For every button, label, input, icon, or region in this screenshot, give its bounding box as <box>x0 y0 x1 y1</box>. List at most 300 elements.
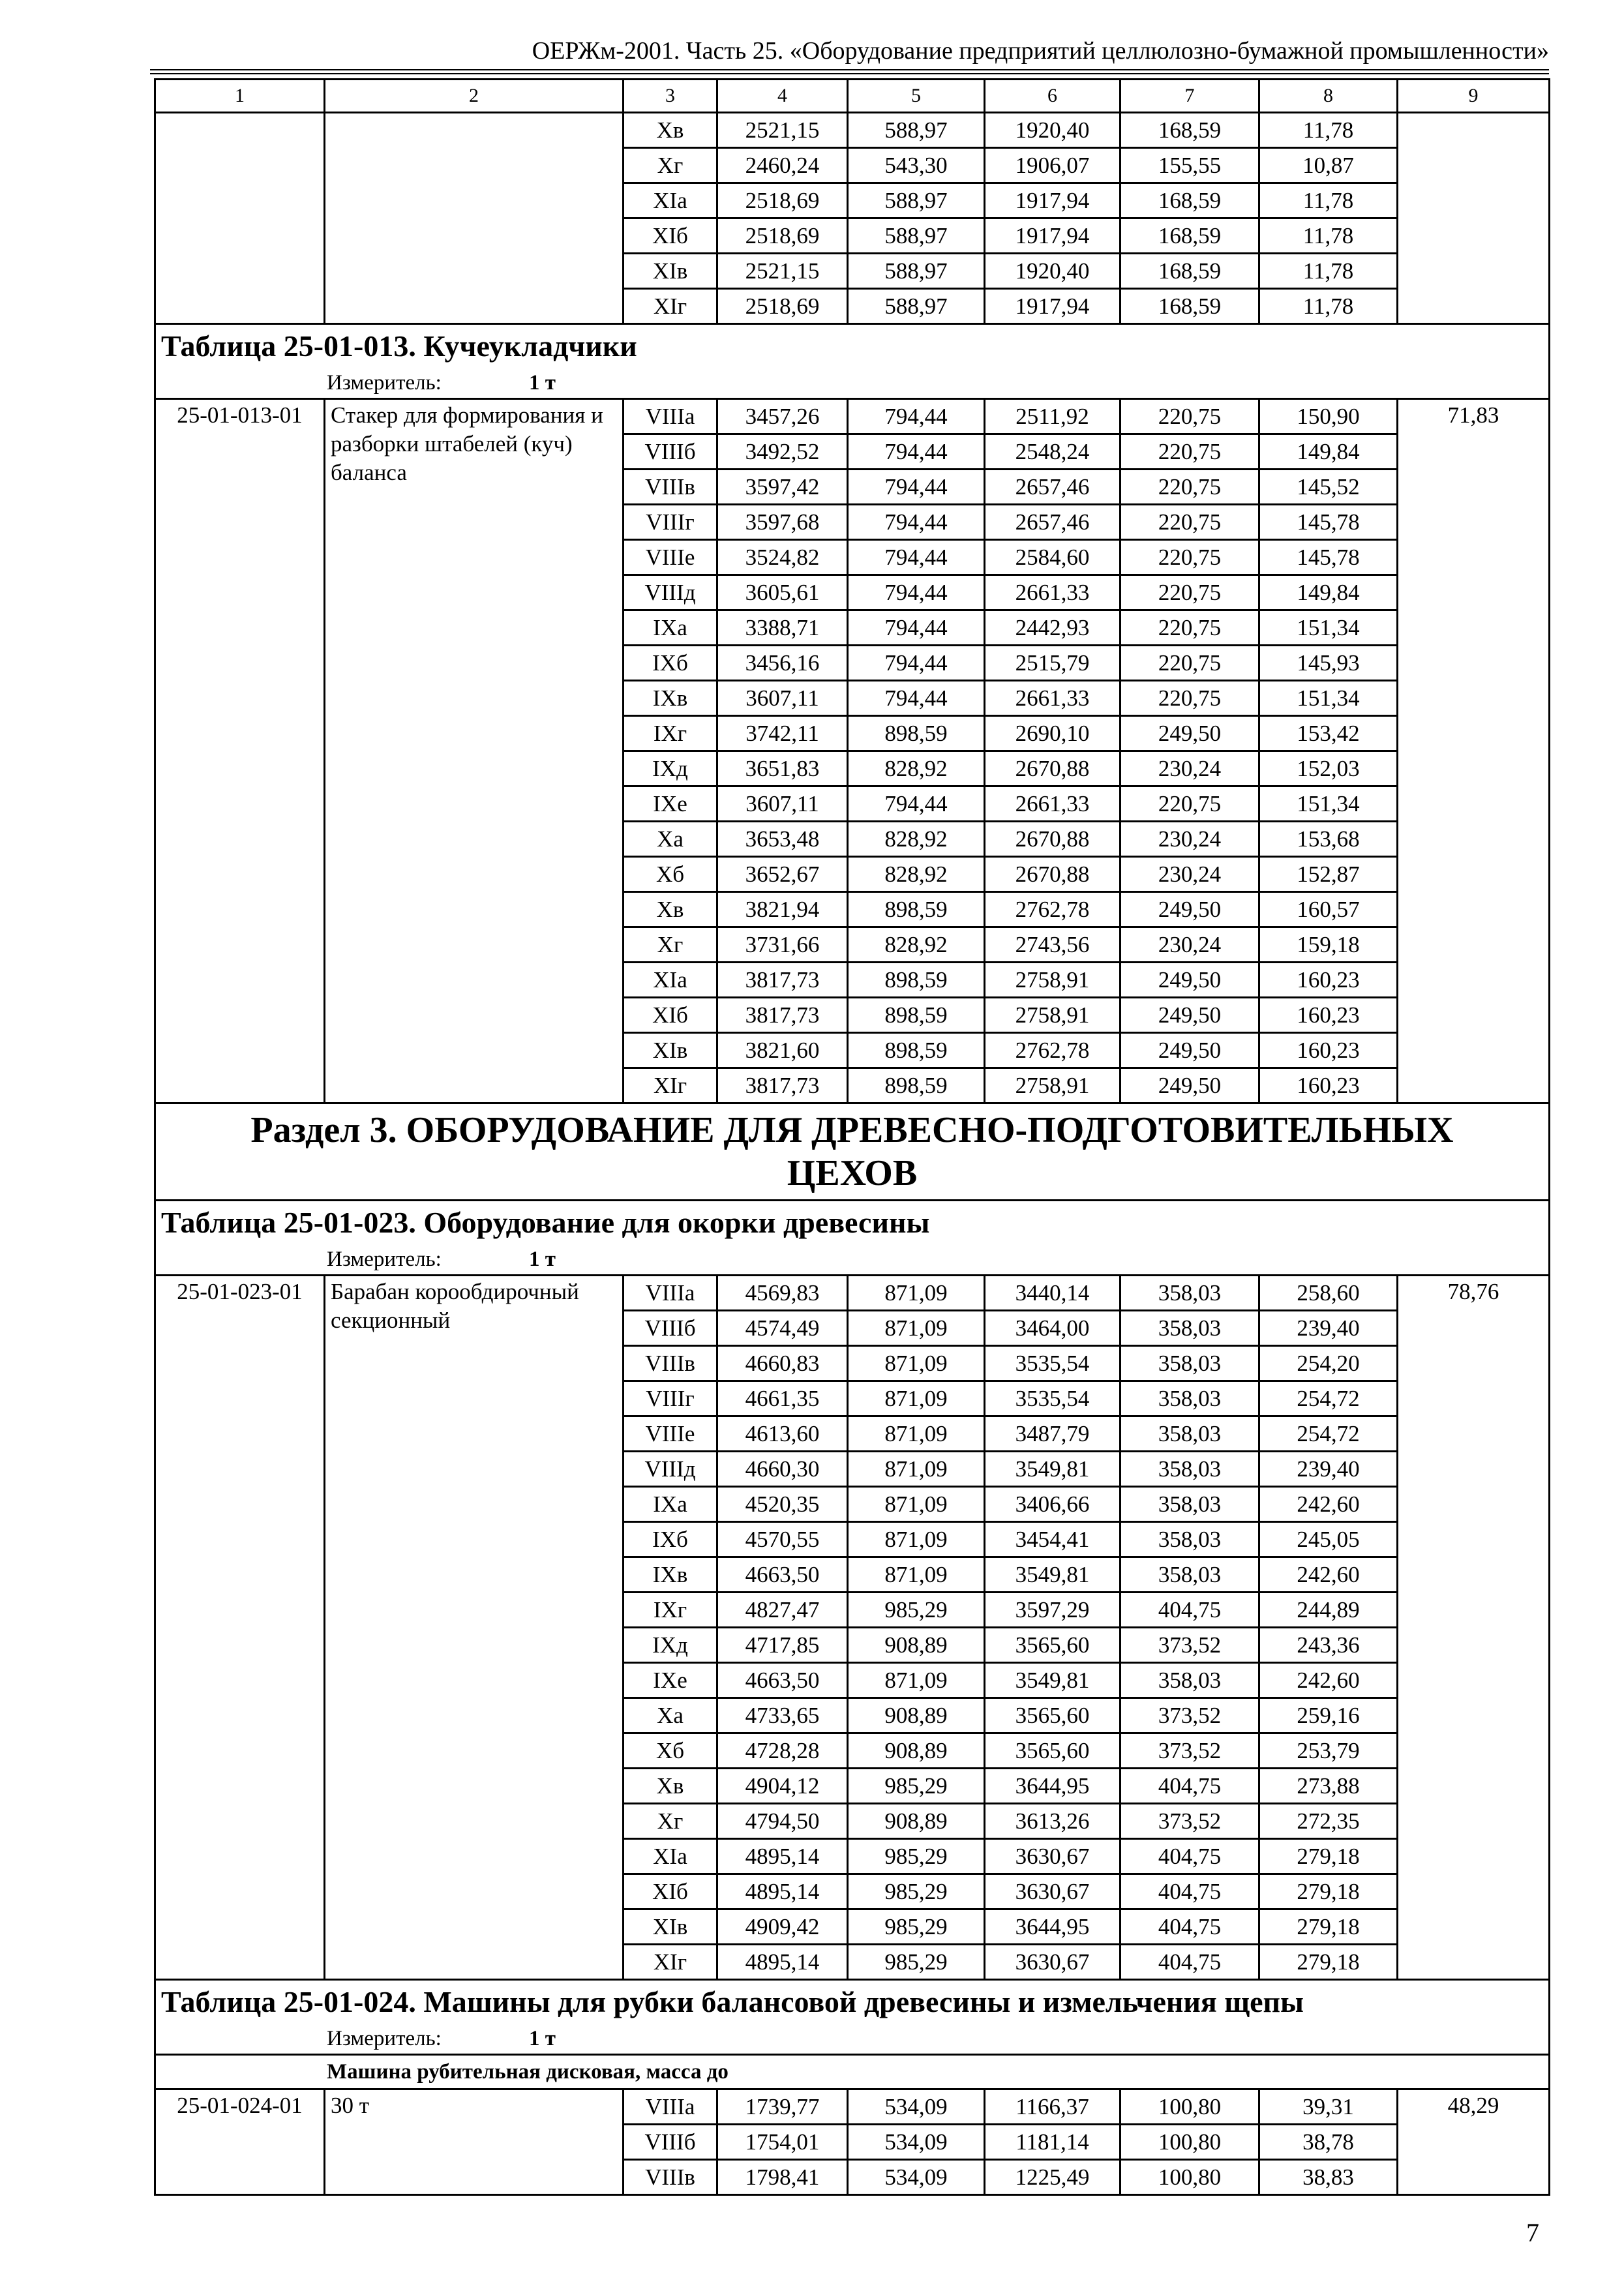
driver-wages-cell: 358,03 <box>1120 1663 1259 1698</box>
region-cell: Хв <box>624 1769 717 1804</box>
machine-cost-cell: 3565,60 <box>985 1628 1120 1663</box>
machine-cost-cell: 1906,07 <box>985 148 1120 183</box>
wages-cell: 871,09 <box>848 1452 985 1487</box>
materials-cell: 279,18 <box>1259 1945 1398 1980</box>
materials-cell: 254,72 <box>1259 1416 1398 1452</box>
driver-wages-cell: 373,52 <box>1120 1733 1259 1769</box>
total-cost-cell: 3607,11 <box>717 681 848 716</box>
total-cost-cell: 4574,49 <box>717 1311 848 1346</box>
column-number: 7 <box>1120 80 1259 113</box>
region-cell: VIIIа <box>624 1276 717 1311</box>
wages-cell: 908,89 <box>848 1628 985 1663</box>
name-cell: 30 т <box>325 2089 624 2195</box>
region-cell: ХIа <box>624 183 717 218</box>
materials-cell: 279,18 <box>1259 1909 1398 1945</box>
region-cell: IХв <box>624 1557 717 1593</box>
measure-label: Измеритель: <box>327 371 442 395</box>
region-cell: VIIIб <box>624 2125 717 2160</box>
materials-cell: 273,88 <box>1259 1769 1398 1804</box>
materials-cell: 153,42 <box>1259 716 1398 751</box>
wages-cell: 588,97 <box>848 254 985 289</box>
wages-cell: 588,97 <box>848 113 985 148</box>
total-cost-cell: 3388,71 <box>717 610 848 646</box>
materials-cell: 160,23 <box>1259 963 1398 998</box>
measure-row <box>155 2024 1550 2055</box>
region-cell: IХг <box>624 716 717 751</box>
materials-cell: 279,18 <box>1259 1874 1398 1909</box>
driver-wages-cell: 168,59 <box>1120 218 1259 254</box>
region-cell: ХIв <box>624 254 717 289</box>
wages-cell: 794,44 <box>848 505 985 540</box>
total-cost-cell: 4895,14 <box>717 1945 848 1980</box>
column-number: 6 <box>985 80 1120 113</box>
driver-wages-cell: 249,50 <box>1120 1068 1259 1103</box>
total-cost-cell: 4728,28 <box>717 1733 848 1769</box>
total-cost-cell: 3605,61 <box>717 575 848 610</box>
materials-cell: 254,20 <box>1259 1346 1398 1381</box>
wages-cell: 908,89 <box>848 1804 985 1839</box>
region-cell: Ха <box>624 1698 717 1733</box>
materials-cell: 150,90 <box>1259 399 1398 434</box>
code-cell <box>155 113 325 324</box>
region-cell: Хг <box>624 148 717 183</box>
driver-wages-cell: 220,75 <box>1120 434 1259 470</box>
header-rule <box>150 69 1549 70</box>
measure-cell <box>155 2024 1550 2055</box>
materials-cell: 254,72 <box>1259 1381 1398 1416</box>
region-cell: IХв <box>624 681 717 716</box>
machine-cost-cell: 3565,60 <box>985 1733 1120 1769</box>
region-cell: IХа <box>624 610 717 646</box>
total-cost-cell: 3457,26 <box>717 399 848 434</box>
driver-wages-cell: 230,24 <box>1120 751 1259 786</box>
region-cell: Хб <box>624 1733 717 1769</box>
total-cost-cell: 4570,55 <box>717 1522 848 1557</box>
driver-wages-cell: 404,75 <box>1120 1839 1259 1874</box>
region-cell: Хг <box>624 927 717 963</box>
rates-table <box>154 78 1550 2196</box>
total-cost-cell: 3653,48 <box>717 822 848 857</box>
wages-cell: 794,44 <box>848 575 985 610</box>
driver-wages-cell: 404,75 <box>1120 1909 1259 1945</box>
machine-cost-cell: 3644,95 <box>985 1909 1120 1945</box>
region-cell: ХIв <box>624 1909 717 1945</box>
rates-table-body <box>155 80 1550 2195</box>
materials-cell: 145,78 <box>1259 505 1398 540</box>
wages-cell: 534,09 <box>848 2160 985 2195</box>
driver-wages-cell: 249,50 <box>1120 716 1259 751</box>
table-row <box>155 2089 1550 2125</box>
total-cost-cell: 4660,83 <box>717 1346 848 1381</box>
table-row <box>155 399 1550 434</box>
machine-cost-cell: 1920,40 <box>985 254 1120 289</box>
total-cost-cell: 4661,35 <box>717 1381 848 1416</box>
region-cell: IХа <box>624 1487 717 1522</box>
machine-cost-cell: 2548,24 <box>985 434 1120 470</box>
materials-cell: 160,57 <box>1259 892 1398 927</box>
column-number: 4 <box>717 80 848 113</box>
driver-wages-cell: 220,75 <box>1120 540 1259 575</box>
region-cell: Хв <box>624 113 717 148</box>
driver-wages-cell: 404,75 <box>1120 1769 1259 1804</box>
region-cell: Хв <box>624 892 717 927</box>
driver-wages-cell: 373,52 <box>1120 1804 1259 1839</box>
total-cost-cell: 2518,69 <box>717 183 848 218</box>
driver-wages-cell: 373,52 <box>1120 1628 1259 1663</box>
table-title-row <box>155 1201 1550 1245</box>
driver-wages-cell: 168,59 <box>1120 183 1259 218</box>
materials-cell: 253,79 <box>1259 1733 1398 1769</box>
materials-cell: 259,16 <box>1259 1698 1398 1733</box>
wages-cell: 898,59 <box>848 892 985 927</box>
subheading-row <box>155 2055 1550 2089</box>
machine-cost-cell: 3464,00 <box>985 1311 1120 1346</box>
name-cell: Стакер для формирования и разборки штабелей (куч) баланса <box>325 399 624 1103</box>
region-cell: VIIIе <box>624 1416 717 1452</box>
region-cell: ХIг <box>624 289 717 324</box>
machine-cost-cell: 2762,78 <box>985 1033 1120 1068</box>
wages-cell: 794,44 <box>848 681 985 716</box>
wages-cell: 794,44 <box>848 610 985 646</box>
driver-wages-cell: 358,03 <box>1120 1557 1259 1593</box>
driver-wages-cell: 249,50 <box>1120 963 1259 998</box>
region-cell: ХIб <box>624 1874 717 1909</box>
measure-cell <box>155 1244 1550 1276</box>
wages-cell: 794,44 <box>848 470 985 505</box>
wages-cell: 898,59 <box>848 1033 985 1068</box>
total-cost-cell: 1739,77 <box>717 2089 848 2125</box>
machine-cost-cell: 2758,91 <box>985 963 1120 998</box>
wages-cell: 794,44 <box>848 399 985 434</box>
materials-cell: 244,89 <box>1259 1593 1398 1628</box>
col9-cell: 71,83 <box>1398 399 1550 1103</box>
region-cell: VIIIа <box>624 2089 717 2125</box>
total-cost-cell: 4569,83 <box>717 1276 848 1311</box>
driver-wages-cell: 220,75 <box>1120 646 1259 681</box>
wages-cell: 534,09 <box>848 2089 985 2125</box>
materials-cell: 159,18 <box>1259 927 1398 963</box>
total-cost-cell: 4520,35 <box>717 1487 848 1522</box>
wages-cell: 908,89 <box>848 1698 985 1733</box>
materials-cell: 149,84 <box>1259 434 1398 470</box>
code-cell: 25-01-023-01 <box>155 1276 325 1980</box>
region-cell: VIIIг <box>624 505 717 540</box>
driver-wages-cell: 168,59 <box>1120 113 1259 148</box>
total-cost-cell: 3817,73 <box>717 1068 848 1103</box>
total-cost-cell: 4663,50 <box>717 1663 848 1698</box>
table-title: Таблица 25-01-013. Кучеукладчики <box>155 324 1550 368</box>
machine-cost-cell: 3613,26 <box>985 1804 1120 1839</box>
subheading-cell <box>155 2055 1550 2089</box>
total-cost-cell: 4794,50 <box>717 1804 848 1839</box>
machine-cost-cell: 2511,92 <box>985 399 1120 434</box>
region-cell: VIIIб <box>624 434 717 470</box>
wages-cell: 985,29 <box>848 1945 985 1980</box>
total-cost-cell: 4733,65 <box>717 1698 848 1733</box>
total-cost-cell: 3817,73 <box>717 963 848 998</box>
wages-cell: 828,92 <box>848 751 985 786</box>
total-cost-cell: 4895,14 <box>717 1839 848 1874</box>
materials-cell: 242,60 <box>1259 1487 1398 1522</box>
section-title: Раздел 3. ОБОРУДОВАНИЕ ДЛЯ ДРЕВЕСНО-ПОДГОТОВИТЕЛЬНЫХ ЦЕХОВ <box>155 1103 1550 1201</box>
machine-cost-cell: 2661,33 <box>985 681 1120 716</box>
wages-cell: 588,97 <box>848 289 985 324</box>
machine-cost-cell: 2584,60 <box>985 540 1120 575</box>
driver-wages-cell: 358,03 <box>1120 1522 1259 1557</box>
driver-wages-cell: 100,80 <box>1120 2089 1259 2125</box>
machine-cost-cell: 2657,46 <box>985 505 1120 540</box>
total-cost-cell: 1798,41 <box>717 2160 848 2195</box>
total-cost-cell: 2521,15 <box>717 254 848 289</box>
measure-value: 1 т <box>529 1248 556 1271</box>
wages-cell: 794,44 <box>848 434 985 470</box>
machine-cost-cell: 1225,49 <box>985 2160 1120 2195</box>
region-cell: IХд <box>624 751 717 786</box>
machine-cost-cell: 2515,79 <box>985 646 1120 681</box>
wages-cell: 871,09 <box>848 1276 985 1311</box>
wages-cell: 871,09 <box>848 1557 985 1593</box>
materials-cell: 152,03 <box>1259 751 1398 786</box>
wages-cell: 794,44 <box>848 540 985 575</box>
region-cell: Хг <box>624 1804 717 1839</box>
column-number-row <box>155 80 1550 113</box>
wages-cell: 543,30 <box>848 148 985 183</box>
table-title: Таблица 25-01-024. Машины для рубки балансовой древесины и измельчения щепы <box>155 1980 1550 2024</box>
page-number: 7 <box>1526 2218 1539 2247</box>
machine-cost-cell: 2670,88 <box>985 857 1120 892</box>
total-cost-cell: 2521,15 <box>717 113 848 148</box>
machine-cost-cell: 3549,81 <box>985 1663 1120 1698</box>
machine-cost-cell: 3549,81 <box>985 1452 1120 1487</box>
driver-wages-cell: 373,52 <box>1120 1698 1259 1733</box>
wages-cell: 985,29 <box>848 1839 985 1874</box>
name-cell: Барабан корообдирочный секционный <box>325 1276 624 1980</box>
code-cell: 25-01-013-01 <box>155 399 325 1103</box>
column-number: 5 <box>848 80 985 113</box>
code-cell: 25-01-024-01 <box>155 2089 325 2195</box>
driver-wages-cell: 358,03 <box>1120 1452 1259 1487</box>
measure-value: 1 т <box>529 2027 556 2050</box>
machine-cost-cell: 3440,14 <box>985 1276 1120 1311</box>
machine-cost-cell: 2661,33 <box>985 786 1120 822</box>
name-cell <box>325 113 624 324</box>
total-cost-cell: 4895,14 <box>717 1874 848 1909</box>
wages-cell: 588,97 <box>848 183 985 218</box>
materials-cell: 11,78 <box>1259 113 1398 148</box>
region-cell: VIIIв <box>624 1346 717 1381</box>
wages-cell: 828,92 <box>848 927 985 963</box>
region-cell: ХIг <box>624 1068 717 1103</box>
total-cost-cell: 2518,69 <box>717 289 848 324</box>
materials-cell: 10,87 <box>1259 148 1398 183</box>
materials-cell: 152,87 <box>1259 857 1398 892</box>
total-cost-cell: 4904,12 <box>717 1769 848 1804</box>
wages-cell: 871,09 <box>848 1487 985 1522</box>
region-cell: IХб <box>624 646 717 681</box>
wages-cell: 871,09 <box>848 1381 985 1416</box>
wages-cell: 588,97 <box>848 218 985 254</box>
machine-cost-cell: 1917,94 <box>985 289 1120 324</box>
driver-wages-cell: 220,75 <box>1120 610 1259 646</box>
table-title-row <box>155 324 1550 368</box>
driver-wages-cell: 358,03 <box>1120 1346 1259 1381</box>
driver-wages-cell: 358,03 <box>1120 1381 1259 1416</box>
materials-cell: 11,78 <box>1259 183 1398 218</box>
wages-cell: 898,59 <box>848 998 985 1033</box>
machine-cost-cell: 2762,78 <box>985 892 1120 927</box>
region-cell: VIIIе <box>624 540 717 575</box>
running-header: ОЕРЖм-2001. Часть 25. «Оборудование предприятий целлюлозно-бумажной промышленности» <box>532 37 1549 65</box>
wages-cell: 908,89 <box>848 1733 985 1769</box>
machine-cost-cell: 3644,95 <box>985 1769 1120 1804</box>
materials-cell: 279,18 <box>1259 1839 1398 1874</box>
driver-wages-cell: 220,75 <box>1120 786 1259 822</box>
materials-cell: 239,40 <box>1259 1311 1398 1346</box>
machine-cost-cell: 3406,66 <box>985 1487 1120 1522</box>
wages-cell: 828,92 <box>848 822 985 857</box>
machine-cost-cell: 2758,91 <box>985 1068 1120 1103</box>
driver-wages-cell: 230,24 <box>1120 927 1259 963</box>
machine-cost-cell: 1920,40 <box>985 113 1120 148</box>
col9-cell: 78,76 <box>1398 1276 1550 1980</box>
total-cost-cell: 3731,66 <box>717 927 848 963</box>
materials-cell: 160,23 <box>1259 998 1398 1033</box>
driver-wages-cell: 404,75 <box>1120 1945 1259 1980</box>
materials-cell: 151,34 <box>1259 786 1398 822</box>
region-cell: IХд <box>624 1628 717 1663</box>
wages-cell: 794,44 <box>848 786 985 822</box>
column-number: 9 <box>1398 80 1550 113</box>
total-cost-cell: 3597,68 <box>717 505 848 540</box>
total-cost-cell: 2460,24 <box>717 148 848 183</box>
total-cost-cell: 4613,60 <box>717 1416 848 1452</box>
materials-cell: 11,78 <box>1259 289 1398 324</box>
total-cost-cell: 3492,52 <box>717 434 848 470</box>
total-cost-cell: 4663,50 <box>717 1557 848 1593</box>
measure-label: Измеритель: <box>327 2027 442 2050</box>
machine-cost-cell: 2670,88 <box>985 822 1120 857</box>
region-cell: Ха <box>624 822 717 857</box>
driver-wages-cell: 249,50 <box>1120 892 1259 927</box>
region-cell: VIIIв <box>624 2160 717 2195</box>
total-cost-cell: 1754,01 <box>717 2125 848 2160</box>
machine-cost-cell: 1181,14 <box>985 2125 1120 2160</box>
wages-cell: 898,59 <box>848 716 985 751</box>
section-title-row <box>155 1103 1550 1201</box>
region-cell: VIIIа <box>624 399 717 434</box>
driver-wages-cell: 404,75 <box>1120 1593 1259 1628</box>
machine-cost-cell: 2743,56 <box>985 927 1120 963</box>
region-cell: ХIа <box>624 1839 717 1874</box>
materials-cell: 243,36 <box>1259 1628 1398 1663</box>
driver-wages-cell: 249,50 <box>1120 998 1259 1033</box>
driver-wages-cell: 220,75 <box>1120 470 1259 505</box>
materials-cell: 151,34 <box>1259 610 1398 646</box>
measure-label: Измеритель: <box>327 1248 442 1271</box>
total-cost-cell: 3821,94 <box>717 892 848 927</box>
machine-cost-cell: 1917,94 <box>985 183 1120 218</box>
col9-cell <box>1398 113 1550 324</box>
materials-cell: 272,35 <box>1259 1804 1398 1839</box>
total-cost-cell: 4717,85 <box>717 1628 848 1663</box>
machine-cost-cell: 3565,60 <box>985 1698 1120 1733</box>
table-row <box>155 113 1550 148</box>
region-cell: IХе <box>624 786 717 822</box>
machine-cost-cell: 3535,54 <box>985 1346 1120 1381</box>
materials-cell: 39,31 <box>1259 2089 1398 2125</box>
total-cost-cell: 3597,42 <box>717 470 848 505</box>
machine-cost-cell: 2661,33 <box>985 575 1120 610</box>
materials-cell: 258,60 <box>1259 1276 1398 1311</box>
total-cost-cell: 4827,47 <box>717 1593 848 1628</box>
driver-wages-cell: 100,80 <box>1120 2125 1259 2160</box>
materials-cell: 153,68 <box>1259 822 1398 857</box>
region-cell: IХг <box>624 1593 717 1628</box>
wages-cell: 871,09 <box>848 1346 985 1381</box>
region-cell: VIIIг <box>624 1381 717 1416</box>
total-cost-cell: 3742,11 <box>717 716 848 751</box>
wages-cell: 871,09 <box>848 1311 985 1346</box>
machine-cost-cell: 2657,46 <box>985 470 1120 505</box>
wages-cell: 828,92 <box>848 857 985 892</box>
total-cost-cell: 3817,73 <box>717 998 848 1033</box>
total-cost-cell: 3524,82 <box>717 540 848 575</box>
column-number: 2 <box>325 80 624 113</box>
region-cell: IХе <box>624 1663 717 1698</box>
driver-wages-cell: 230,24 <box>1120 857 1259 892</box>
table-row <box>155 1276 1550 1311</box>
machine-cost-cell: 3454,41 <box>985 1522 1120 1557</box>
region-cell: Хб <box>624 857 717 892</box>
driver-wages-cell: 249,50 <box>1120 1033 1259 1068</box>
region-cell: ХIг <box>624 1945 717 1980</box>
machine-cost-cell: 2442,93 <box>985 610 1120 646</box>
driver-wages-cell: 168,59 <box>1120 254 1259 289</box>
wages-cell: 898,59 <box>848 963 985 998</box>
wages-cell: 794,44 <box>848 646 985 681</box>
wages-cell: 985,29 <box>848 1769 985 1804</box>
materials-cell: 151,34 <box>1259 681 1398 716</box>
measure-cell <box>155 368 1550 399</box>
region-cell: VIIIв <box>624 470 717 505</box>
subheading: Машина рубительная дисковая, масса до <box>327 2060 729 2084</box>
machine-cost-cell: 1917,94 <box>985 218 1120 254</box>
driver-wages-cell: 220,75 <box>1120 575 1259 610</box>
driver-wages-cell: 100,80 <box>1120 2160 1259 2195</box>
total-cost-cell: 3607,11 <box>717 786 848 822</box>
driver-wages-cell: 404,75 <box>1120 1874 1259 1909</box>
materials-cell: 38,78 <box>1259 2125 1398 2160</box>
materials-cell: 145,93 <box>1259 646 1398 681</box>
machine-cost-cell: 3535,54 <box>985 1381 1120 1416</box>
measure-value: 1 т <box>529 371 556 395</box>
total-cost-cell: 2518,69 <box>717 218 848 254</box>
materials-cell: 160,23 <box>1259 1033 1398 1068</box>
materials-cell: 239,40 <box>1259 1452 1398 1487</box>
measure-row <box>155 1244 1550 1276</box>
materials-cell: 145,52 <box>1259 470 1398 505</box>
region-cell: ХIа <box>624 963 717 998</box>
machine-cost-cell: 3630,67 <box>985 1945 1120 1980</box>
driver-wages-cell: 358,03 <box>1120 1276 1259 1311</box>
wages-cell: 898,59 <box>848 1068 985 1103</box>
wages-cell: 985,29 <box>848 1909 985 1945</box>
machine-cost-cell: 3487,79 <box>985 1416 1120 1452</box>
total-cost-cell: 4909,42 <box>717 1909 848 1945</box>
driver-wages-cell: 358,03 <box>1120 1416 1259 1452</box>
materials-cell: 11,78 <box>1259 218 1398 254</box>
region-cell: VIIIд <box>624 575 717 610</box>
